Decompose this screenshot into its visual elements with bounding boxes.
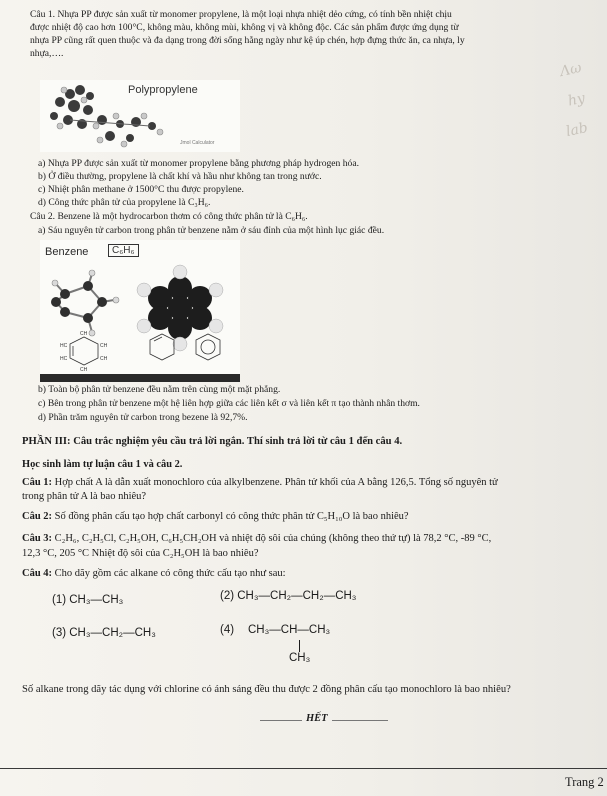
svg-text:CH: CH bbox=[80, 331, 88, 337]
svg-text:HC: HC bbox=[60, 356, 68, 362]
polypropylene-figure bbox=[40, 80, 240, 152]
p3-q4-text: Cho dãy gồm các alkane có công thức cấu tạo như sau: bbox=[54, 568, 286, 579]
p3-q3-text: C₂H₆, C₂H₅Cl, C₂H₅OH, C₆H₅CH₂OH và nhiệt độ sôi của chúng (không theo thứ tự) là 78,2 °C, -89 °C, bbox=[54, 533, 492, 544]
q1-option-a: a) Nhựa PP được sản xuất từ monomer propylene bằng phương pháp hydrogen hóa. bbox=[38, 158, 360, 169]
p3-q3-line2: 12,3 °C, 205 °C Nhiệt độ sôi của C₂H₅OH là bao nhiêu? bbox=[22, 548, 259, 559]
branch-bond bbox=[299, 640, 300, 652]
bleed-through-mark: hy bbox=[566, 90, 587, 110]
p3-q1-line bbox=[22, 477, 498, 489]
q2-option-b: b) Toàn bộ phân tử benzene đều nằm trên cùng một mặt phẳng. bbox=[38, 384, 281, 395]
q1-intro-line: Câu 1. Nhựa PP được sản xuất từ monomer propylene, là một loại nhựa nhiệt dẻo cứng, có tính bền nhiệt chịu bbox=[30, 9, 452, 20]
benzene-formula: C₆H₆ bbox=[108, 244, 139, 257]
p3-q4-label: Câu 4: bbox=[22, 568, 53, 579]
benzene-figure bbox=[40, 240, 240, 382]
p3-q4-question: Số alkane trong dãy tác dụng với chlorine có ánh sáng đều thu được 2 đồng phân cấu tạo monochloro là bao nhiêu? bbox=[22, 684, 511, 695]
part3-instruction: Học sinh làm tự luận câu 1 và câu 2. bbox=[22, 459, 183, 470]
page-number: Trang 2 bbox=[565, 775, 604, 789]
benzene-label: Benzene bbox=[45, 246, 89, 258]
formula-2: (2) CH₃—CH₂—CH₂—CH₃ bbox=[220, 590, 357, 602]
p3-q1-line2: trong phân tử A là bao nhiêu? bbox=[22, 491, 147, 502]
p3-q1-text: Hợp chất A là dẫn xuất monochloro của alkylbenzene. Phân tử khối của A bằng 126,5. Tổng số nguyên tử bbox=[54, 477, 498, 488]
q1-intro-line: được nhiệt độ cao hơn 100°C, không màu, không mùi, không vị và không độc. Các sản phẩm được ứng dụng từ bbox=[30, 22, 459, 33]
p3-q3-label: Câu 3: bbox=[22, 533, 53, 544]
q1-intro-line: nhựa,…. bbox=[30, 48, 64, 59]
p3-q2-text: Số đồng phân cấu tạo hợp chất carbonyl có công thức phân tử C₅H₁₀O là bao nhiêu? bbox=[54, 511, 409, 522]
p3-q2-label: Câu 2: bbox=[22, 511, 53, 522]
part3-heading: PHẦN III: Câu trắc nghiệm yêu cầu trả lời ngắn. Thí sinh trả lời từ câu 1 đến câu 4. bbox=[22, 436, 403, 447]
formula-4-number: (4) bbox=[220, 624, 235, 636]
p3-q4-line bbox=[22, 568, 286, 580]
svg-text:CH: CH bbox=[100, 356, 108, 362]
figure-sublabel: Jmol Calculator bbox=[180, 140, 215, 146]
q2-option-c: c) Bên trong phân tử benzene một hệ liên hợp giữa các liên kết σ và liên kết π tạo thành nhân thơm. bbox=[38, 398, 420, 409]
q2-option-a: a) Sáu nguyên tử carbon trong phân tử benzene nằm ở sáu đỉnh của một hình lục giác đều. bbox=[38, 225, 385, 236]
p3-q1-label: Câu 1: bbox=[22, 477, 53, 488]
p3-q3-line bbox=[22, 533, 491, 545]
formula-4-branch: CH₃ bbox=[289, 652, 311, 664]
bleed-through-mark: Λω bbox=[558, 59, 583, 81]
footer-divider bbox=[0, 768, 607, 769]
q1-option-d: d) Công thức phân tử của propylene là C₃H₆. bbox=[38, 197, 211, 208]
benzene-structure-icon bbox=[40, 240, 240, 382]
bleed-through-mark: lab bbox=[564, 119, 590, 141]
q1-option-b: b) Ở điều thường, propylene là chất khí và hầu như không tan trong nước. bbox=[38, 171, 322, 182]
formula-1: (1) CH₃—CH₃ bbox=[52, 594, 124, 606]
q2-option-d: d) Phần trăm nguyên tử carbon trong bezene là 92,7%. bbox=[38, 412, 248, 423]
svg-text:CH: CH bbox=[80, 367, 88, 373]
end-mark: HẾT bbox=[302, 713, 332, 725]
p3-q2-line bbox=[22, 511, 409, 523]
q1-option-c: c) Nhiệt phân methane ở 1500°C thu được propylene. bbox=[38, 184, 244, 195]
svg-text:CH: CH bbox=[100, 343, 108, 349]
figure-label: Polypropylene bbox=[128, 84, 198, 96]
q1-intro-line: nhựa PP cũng rất quen thuộc và đa dạng trong đời sống hằng ngày như kệ úp chén, hợp đựng thức ăn, ca nhựa, ly bbox=[30, 35, 465, 46]
q2-title: Câu 2. Benzene là một hydrocarbon thơm có công thức phân tử là C₆H₆. bbox=[30, 211, 308, 222]
formula-3: (3) CH₃—CH₂—CH₃ bbox=[52, 627, 156, 639]
formula-4-main: CH₃—CH—CH₃ bbox=[248, 624, 331, 636]
svg-text:HC: HC bbox=[60, 343, 68, 349]
